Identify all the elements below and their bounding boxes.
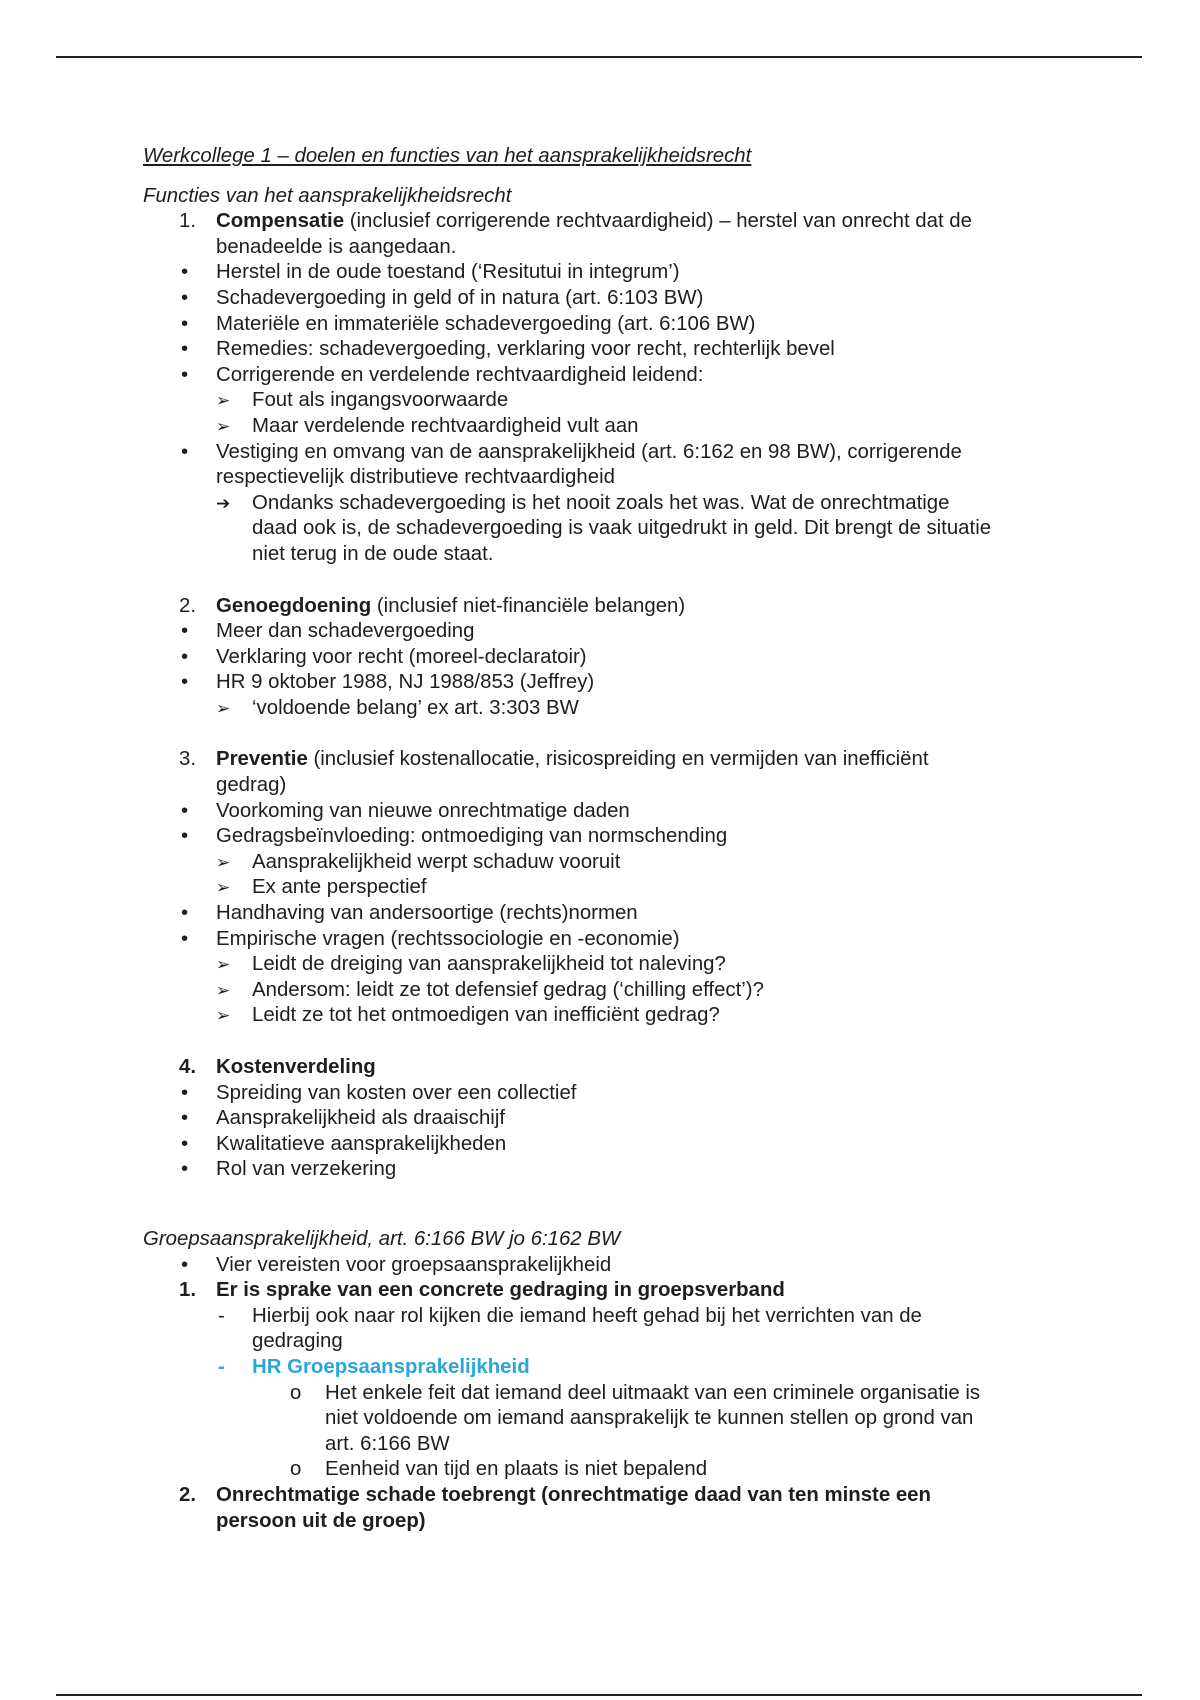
- bullet-item: • Voorkoming van nieuwe onrechtmatige daden: [143, 799, 1063, 825]
- bullet-icon: •: [181, 1253, 189, 1276]
- circle-continuation: art. 6:166 BW: [325, 1432, 450, 1455]
- sub-bullet-item: ➢ Andersom: leidt ze tot defensief gedrag (‘chilling effect’)?: [143, 978, 1063, 1004]
- circle-continuation: niet voldoende om iemand aansprakelijk te kunnen stellen op grond van: [325, 1407, 974, 1430]
- list-number: 1.: [179, 1279, 197, 1302]
- bullet-icon: •: [181, 825, 189, 848]
- bullet-continuation: respectievelijk distributieve rechtvaardigheid: [216, 466, 615, 489]
- item-heading: Kostenverdeling: [216, 1056, 376, 1078]
- note-continuation: daad ook is, de schadevergoeding is vaak uitgedrukt in geld. Dit brengt de situatie: [252, 517, 992, 540]
- bullet-item: • Gedragsbeïnvloeding: ontmoediging van normschending: [143, 824, 1063, 850]
- list-item-compensatie: 1. Compensatie (inclusief corrigerende rechtvaardigheid) – herstel van onrecht dat de: [143, 209, 1063, 235]
- requirement-continuation: persoon uit de groep): [216, 1509, 426, 1532]
- list-number: 1.: [179, 210, 197, 233]
- bullet-item: • Meer dan schadevergoeding: [143, 619, 1063, 645]
- note-item: ➔ Ondanks schadevergoeding is het nooit zoals het was. Wat de onrechtmatige: [143, 491, 1063, 517]
- arrowhead-icon: ➢: [216, 852, 231, 872]
- list-item-continuation: gedrag): [216, 774, 287, 797]
- list-item-genoegdoening: 2. Genoegdoening (inclusief niet-financiële belangen): [143, 594, 1063, 620]
- bullet-item: • Kwalitatieve aansprakelijkheden: [143, 1132, 1063, 1158]
- bullet-icon: •: [181, 1132, 189, 1155]
- document-body: [143, 144, 1063, 1534]
- item-heading: Genoegdoening: [216, 594, 372, 617]
- bullet-icon: •: [181, 1158, 189, 1181]
- bullet-icon: •: [181, 671, 189, 694]
- document-title: Werkcollege 1 – doelen en functies van het aansprakelijkheidsrecht: [143, 145, 752, 167]
- list-item-continuation: benadeelde is aangedaan.: [216, 235, 457, 258]
- bullet-item: • Corrigerende en verdelende rechtvaardigheid leidend:: [143, 363, 1063, 389]
- arrow-right-icon: ➔: [216, 493, 231, 513]
- bullet-item: • Materiële en immateriële schadevergoeding (art. 6:106 BW): [143, 312, 1063, 338]
- sub-bullet-item: ➢ Leidt de dreiging van aansprakelijkheid tot naleving?: [143, 952, 1063, 978]
- bullet-item: • Herstel in de oude toestand (‘Resitutui in integrum’): [143, 260, 1063, 286]
- section-heading-groepsaansprakelijkheid: Groepsaansprakelijkheid, art. 6:166 BW jo 6:162 BW: [143, 1227, 621, 1250]
- list-number: 2.: [179, 1483, 197, 1506]
- bullet-icon: •: [181, 286, 189, 309]
- bullet-icon: •: [181, 1107, 189, 1130]
- circle-bullet-icon: o: [290, 1458, 302, 1481]
- arrowhead-icon: ➢: [216, 391, 231, 411]
- sub-bullet-item: ➢ Leidt ze tot het ontmoedigen van inefficiënt gedrag?: [143, 1003, 1063, 1029]
- bullet-item: • Spreiding van kosten over een collectief: [143, 1081, 1063, 1107]
- item-heading: Compensatie: [216, 210, 345, 233]
- arrowhead-icon: ➢: [216, 416, 231, 436]
- sub-bullet-item: ➢ ‘voldoende belang’ ex art. 3:303 BW: [143, 696, 1063, 722]
- dash-continuation: gedraging: [252, 1330, 343, 1353]
- bullet-icon: •: [181, 799, 189, 822]
- dash-item-highlight: - HR Groepsaansprakelijkheid: [143, 1355, 1063, 1381]
- arrowhead-icon: ➢: [216, 698, 231, 718]
- requirement-text: Onrechtmatige schade toebrengt (onrechtmatige daad van ten minste een: [216, 1483, 931, 1506]
- bullet-icon: •: [181, 1081, 189, 1104]
- bullet-item: • HR 9 oktober 1988, NJ 1988/853 (Jeffrey): [143, 670, 1063, 696]
- list-number: 2.: [179, 594, 197, 617]
- circle-item: o Het enkele feit dat iemand deel uitmaakt van een criminele organisatie is: [143, 1381, 1063, 1407]
- sub-bullet-item: ➢ Maar verdelende rechtvaardigheid vult aan: [143, 414, 1063, 440]
- requirement-item: [143, 1278, 1063, 1304]
- bullet-icon: •: [181, 620, 189, 643]
- bullet-item: • Remedies: schadevergoeding, verklaring voor recht, rechterlijk bevel: [143, 337, 1063, 363]
- bullet-item: • Schadevergoeding in geld of in natura (art. 6:103 BW): [143, 286, 1063, 312]
- item-heading: Preventie: [216, 748, 308, 771]
- circle-bullet-icon: o: [290, 1381, 302, 1404]
- bullet-icon: •: [181, 363, 189, 386]
- arrowhead-icon: ➢: [216, 878, 231, 898]
- arrowhead-icon: ➢: [216, 955, 231, 975]
- bullet-item: • Vestiging en omvang van de aansprakelijkheid (art. 6:162 en 98 BW), corrigerende: [143, 440, 1063, 466]
- list-item-kostenverdeling: [143, 1055, 1063, 1081]
- sub-bullet-item: ➢ Ex ante perspectief: [143, 875, 1063, 901]
- requirement-text: Er is sprake van een concrete gedraging in groepsverband: [216, 1279, 785, 1302]
- bullet-item: • Vier vereisten voor groepsaansprakelijkheid: [143, 1253, 1063, 1279]
- bullet-icon: •: [181, 927, 189, 950]
- bullet-icon: •: [181, 338, 189, 361]
- sub-bullet-item: ➢ Fout als ingangsvoorwaarde: [143, 388, 1063, 414]
- bullet-item: • Rol van verzekering: [143, 1157, 1063, 1183]
- dash-item: - Hierbij ook naar rol kijken die iemand heeft gehad bij het verrichten van de: [143, 1304, 1063, 1330]
- bullet-icon: •: [181, 261, 189, 284]
- list-item-preventie: 3. Preventie (inclusief kostenallocatie, risicospreiding en vermijden van inefficiënt: [143, 747, 1063, 773]
- bullet-item: • Handhaving van andersoortige (rechts)normen: [143, 901, 1063, 927]
- sub-bullet-item: ➢ Aansprakelijkheid werpt schaduw vooruit: [143, 850, 1063, 876]
- note-continuation: niet terug in de oude staat.: [252, 542, 494, 565]
- circle-item: o Eenheid van tijd en plaats is niet bepalend: [143, 1457, 1063, 1483]
- bullet-icon: •: [181, 312, 189, 335]
- bullet-item: • Verklaring voor recht (moreel-declaratoir): [143, 645, 1063, 671]
- bullet-icon: •: [181, 645, 189, 668]
- bullet-item: • Empirische vragen (rechtssociologie en -economie): [143, 927, 1063, 953]
- header-rule: [56, 56, 1142, 58]
- list-number: 4.: [179, 1056, 197, 1078]
- dash-icon: -: [218, 1355, 225, 1378]
- bullet-item: • Aansprakelijkheid als draaischijf: [143, 1106, 1063, 1132]
- bullet-icon: •: [181, 440, 189, 463]
- bullet-icon: •: [181, 902, 189, 925]
- list-number: 3.: [179, 748, 197, 771]
- footer-rule: [56, 1694, 1142, 1696]
- arrowhead-icon: ➢: [216, 980, 231, 1000]
- dash-icon: -: [218, 1304, 225, 1327]
- section-heading-functies: Functies van het aansprakelijkheidsrecht: [143, 184, 512, 207]
- arrowhead-icon: ➢: [216, 1006, 231, 1026]
- requirement-item: [143, 1483, 1063, 1509]
